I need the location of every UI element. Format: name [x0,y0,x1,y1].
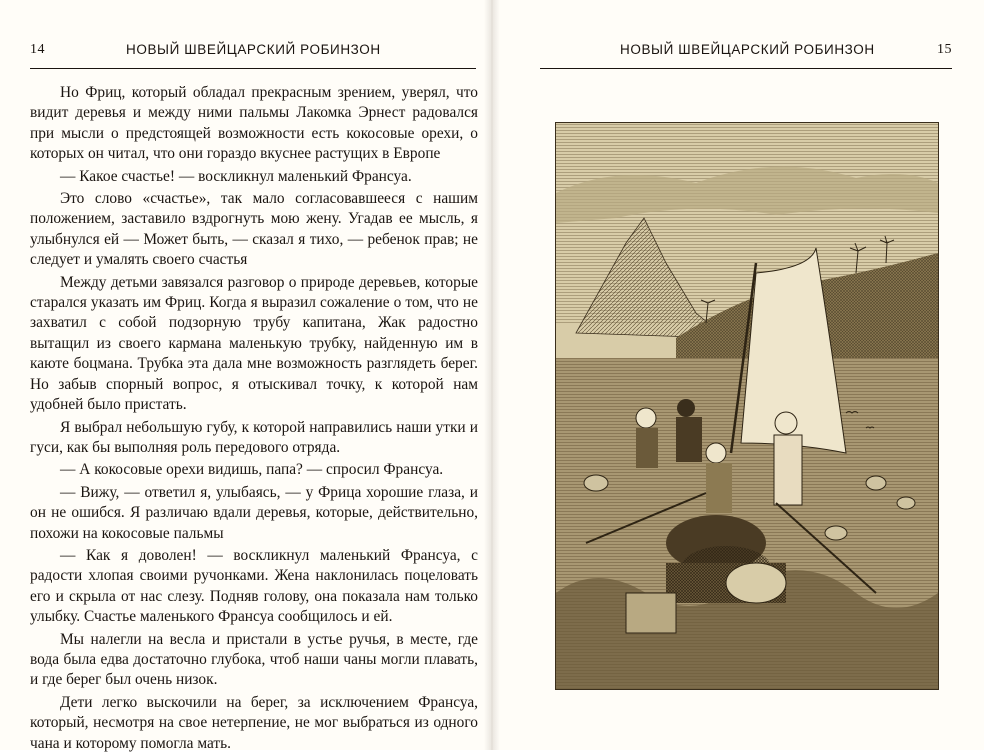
right-page-header [540,42,952,64]
left-header-rule [30,68,476,69]
right-page-number: 15 [937,42,952,57]
paragraph: Но Фриц, который обладал прекрасным зрением, уверял, что видит деревья и между ними пальмы Лакомка Эрнест радовался при мысли о предстоящей возможности есть кокосовые орехи, о которых он читал, что они гораздо вкуснее растущих в Европе [30,84,478,163]
paragraph: — Какое счастье! — воскликнул маленький Франсуа. [60,167,412,185]
paragraph: Я выбрал небольшую губу, к которой направились наши утки и гуси, как бы выполняя роль передового отряда. [30,418,478,456]
left-page-number: 14 [30,42,45,57]
right-running-title: НОВЫЙ ШВЕЙЦАРСКИЙ РОБИНЗОН [620,42,875,57]
right-header-rule [540,68,952,69]
paragraph: Между детьми завязался разговор о природе деревьев, которые старался указать им Фриц. Когда я выразил сожаление о том, что не захватил с собой подзорную трубу капитана, Жак радостно вытащил из своего кармана маленькую трубку, найденную им в каюте боцмана. Трубка эта дала мне возможность разглядеть берег. Но забыв спорный вопрос, я отыскивал точку, к которой нам удобней было пристать. [30,273,478,414]
left-page-header [30,42,478,64]
left-running-title: НОВЫЙ ШВЕЙЦАРСКИЙ РОБИНЗОН [126,42,381,57]
left-page-body [30,83,478,754]
engraving-illustration [555,122,939,690]
paragraph: Мы налегли на весла и пристали в устье ручья, в месте, где вода была едва достаточно глубока, чтоб наши чаны могли плавать, и где берег был очень низок. [30,630,478,689]
paragraph: Дети легко выскочили на берег, за исключением Франсуа, который, несмотря на свое нетерпение, не мог выбраться из одного чана и которому помогла мать. [30,693,478,752]
engraving-drawing [556,123,938,689]
paragraph: Это слово «счастье», так мало согласовавшееся с нашим положением, заставило вздрогнуть мою жену. Угадав ее мысль, я улыбнулся ей — Может быть, — сказал я тихо, — ребенок прав; не следует и умалять своего счастья [30,190,478,269]
paragraph: — Вижу, — ответил я, улыбаясь, — у Фрица хорошие глаза, и он не ошибся. Я различаю вдали деревья, которые, действительно, похожи на кокосовые пальмы [30,483,478,542]
left-page [0,0,492,750]
paragraph: — Как я доволен! — воскликнул маленький Франсуа, с радости хлопая своими ручонками. Жена наклонилась поцеловать его и скрыла от нас слезу. Подняв голову, она показала нам только улыбку. Счастье маленького Франсуа сообщилось и ей. [30,546,478,626]
paragraph: — А кокосовые орехи видишь, папа? — спросил Франсуа. [60,461,444,479]
